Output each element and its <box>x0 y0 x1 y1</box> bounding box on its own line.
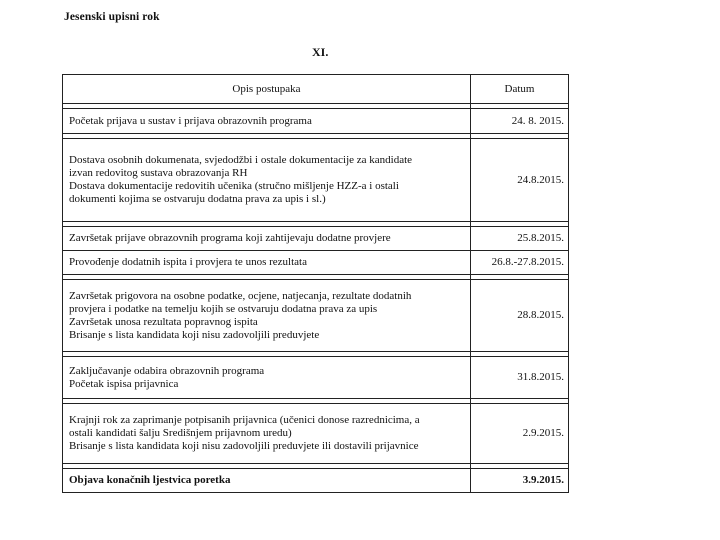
row-line: Početak ispisa prijavnica <box>69 377 179 390</box>
row-date: 24.8.2015. <box>471 139 569 222</box>
row-line: Završetak prijave obrazovnih programa koji zahtijevaju dodatne provjere <box>69 232 391 244</box>
table-row <box>63 280 569 352</box>
row-date: 24. 8. 2015. <box>471 109 569 134</box>
row-line: Zaključavanje odabira obrazovnih programa <box>69 364 265 377</box>
row-line: Završetak prigovora na osobne podatke, ocjene, natjecanja, rezultate dodatnih <box>69 289 412 302</box>
row-date: 25.8.2015. <box>471 227 569 251</box>
table-row <box>63 109 569 134</box>
col-header-date: Datum <box>471 75 569 104</box>
table-row <box>63 357 569 399</box>
table-row <box>63 469 569 493</box>
row-date: 31.8.2015. <box>471 357 569 399</box>
table-header-row <box>63 75 569 104</box>
row-line: Dostava osobnih dokumenata, svjedodžbi i ostale dokumentacije za kandidate <box>69 154 413 166</box>
row-line: dokumenti kojima se ostvaruju dodatna prava za upis i sl.) <box>69 193 326 205</box>
row-date: 28.8.2015. <box>471 280 569 352</box>
row-line: Provođenje dodatnih ispita i provjera te unos rezultata <box>69 256 307 268</box>
table-row <box>63 139 569 222</box>
row-line: Objava konačnih ljestvica poretka <box>69 474 231 486</box>
row-line: Početak prijava u sustav i prijava obrazovnih programa <box>69 114 312 127</box>
row-date: 2.9.2015. <box>471 404 569 464</box>
schedule-table <box>62 74 569 493</box>
row-date: 3.9.2015. <box>471 469 569 493</box>
row-description <box>63 251 471 275</box>
table-row <box>63 251 569 275</box>
row-line: ostali kandidati šalju Središnjem prijavnom uredu) <box>69 427 292 439</box>
row-description <box>63 404 471 464</box>
row-description <box>63 280 471 352</box>
row-line: Završetak unosa rezultata popravnog ispita <box>69 315 258 328</box>
document-header: Jesenski upisni rok <box>64 11 160 23</box>
row-line: Brisanje s lista kandidata koji nisu zadovoljili preduvjete ili dostavili prijavnice <box>69 440 419 452</box>
row-line: Dostava dokumentacije redovitih učenika (stručno mišljenje HZZ-a i ostali <box>69 180 399 192</box>
table-row <box>63 227 569 251</box>
table-row <box>63 404 569 464</box>
row-date: 26.8.-27.8.2015. <box>471 251 569 275</box>
row-line: Brisanje s lista kandidata koji nisu zadovoljili preduvjete <box>69 328 320 341</box>
row-description <box>63 227 471 251</box>
row-description <box>63 357 471 399</box>
row-line: izvan redovitog sustava obrazovanja RH <box>69 167 248 179</box>
row-description <box>63 139 471 222</box>
row-description <box>63 109 471 134</box>
row-line: provjera i podatke na temelju kojih se ostvaruju dodatna prava za upis <box>69 302 378 315</box>
row-description <box>63 469 471 493</box>
page-number: XI. <box>312 45 329 59</box>
row-line: Krajnji rok za zaprimanje potpisanih prijavnica (učenici donose razrednicima, a <box>69 414 420 426</box>
col-header-description: Opis postupaka <box>63 75 471 104</box>
